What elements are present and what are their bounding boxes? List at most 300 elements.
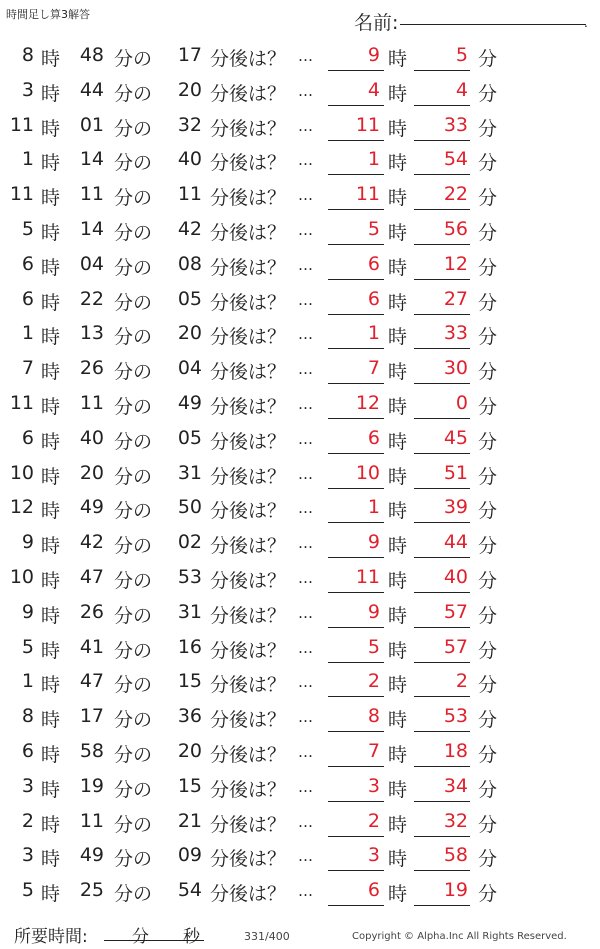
start-hour: 6 — [21, 739, 34, 762]
answer-hour-underline — [328, 801, 384, 802]
answer-minute-underline — [414, 314, 470, 315]
start-hour: 1 — [21, 322, 34, 345]
start-minute: 26 — [79, 600, 104, 623]
problem-row — [0, 422, 600, 457]
start-hour: 8 — [21, 44, 34, 66]
hour-label: 時 — [41, 674, 61, 697]
answer-hour-underline — [328, 488, 384, 489]
ellipsis: … — [298, 151, 313, 170]
answer-hour-underline — [328, 905, 384, 906]
added-minutes: 16 — [177, 635, 202, 658]
answer-minute: 56 — [443, 217, 468, 240]
time-required-label: 所要時間: — [14, 927, 88, 947]
problem-row — [0, 735, 600, 770]
answer-minute-label: 分 — [478, 187, 498, 210]
answer-hour-label: 時 — [388, 82, 408, 105]
answer-minute: 32 — [443, 809, 468, 832]
added-minutes: 17 — [177, 44, 202, 66]
minute-of-label: 分の — [114, 361, 153, 384]
answer-hour: 11 — [355, 113, 380, 136]
problem-row — [0, 665, 600, 700]
added-minutes: 31 — [177, 461, 202, 484]
answer-minute-label: 分 — [478, 743, 498, 766]
added-minutes: 02 — [177, 531, 202, 554]
answer-minute-underline — [414, 731, 470, 732]
ellipsis: … — [298, 673, 313, 692]
answer-minute-underline — [414, 905, 470, 906]
minutes-after-label: 分後は？ — [210, 743, 287, 766]
start-hour: 5 — [21, 217, 34, 240]
start-minute: 49 — [79, 496, 104, 519]
answer-hour-underline — [328, 662, 384, 663]
problem-row — [0, 248, 600, 283]
answer-minute-label: 分 — [478, 883, 498, 906]
hour-label: 時 — [41, 465, 61, 488]
answer-minute: 33 — [443, 113, 468, 136]
ellipsis: … — [298, 255, 313, 274]
answer-minute-label: 分 — [478, 291, 498, 314]
answer-hour-label: 時 — [388, 187, 408, 210]
answer-hour-label: 時 — [388, 430, 408, 453]
start-minute: 11 — [79, 183, 104, 206]
answer-minute-label: 分 — [478, 709, 498, 732]
hour-label: 時 — [41, 48, 61, 70]
answer-hour-label: 時 — [388, 291, 408, 314]
answer-minute-underline — [414, 662, 470, 663]
minute-of-label: 分の — [114, 48, 153, 70]
ellipsis: … — [298, 777, 313, 796]
problem-row — [0, 39, 600, 74]
ellipsis: … — [298, 847, 313, 866]
start-hour: 9 — [21, 600, 34, 623]
hour-label: 時 — [41, 326, 61, 349]
hour-label: 時 — [41, 430, 61, 453]
hour-label: 時 — [41, 778, 61, 801]
answer-minute-underline — [414, 557, 470, 558]
minutes-after-label: 分後は？ — [210, 709, 287, 732]
added-minutes: 20 — [177, 78, 202, 101]
answer-hour-label: 時 — [388, 883, 408, 906]
answer-hour-underline — [328, 696, 384, 697]
hour-label: 時 — [41, 256, 61, 279]
answer-hour-underline — [328, 209, 384, 210]
hour-label: 時 — [41, 117, 61, 140]
added-minutes: 32 — [177, 113, 202, 136]
answer-minute: 45 — [443, 426, 468, 449]
answer-hour: 2 — [367, 670, 380, 693]
answer-minute-underline — [414, 488, 470, 489]
minutes-after-label: 分後は？ — [210, 291, 287, 314]
hour-label: 時 — [41, 883, 61, 906]
answer-minute-label: 分 — [478, 674, 498, 697]
start-hour: 6 — [21, 426, 34, 449]
added-minutes: 08 — [177, 252, 202, 275]
answer-hour-label: 時 — [388, 674, 408, 697]
problem-row — [0, 178, 600, 213]
answer-minute-label: 分 — [478, 361, 498, 384]
answer-minute: 34 — [443, 774, 468, 797]
ellipsis: … — [298, 290, 313, 309]
start-minute: 44 — [79, 78, 104, 101]
problem-row — [0, 805, 600, 840]
added-minutes: 04 — [177, 357, 202, 380]
added-minutes: 53 — [177, 565, 202, 588]
answer-minute: 44 — [443, 531, 468, 554]
start-hour: 3 — [21, 844, 34, 867]
added-minutes: 42 — [177, 217, 202, 240]
answer-hour: 7 — [367, 739, 380, 762]
added-minutes: 05 — [177, 426, 202, 449]
added-minutes: 49 — [177, 391, 202, 414]
ellipsis: … — [298, 47, 313, 65]
ellipsis: … — [298, 882, 313, 901]
answer-hour-label: 時 — [388, 639, 408, 662]
answer-minute-underline — [414, 766, 470, 767]
ellipsis: … — [298, 394, 313, 413]
minutes-after-label: 分後は？ — [210, 639, 287, 662]
problem-row — [0, 387, 600, 422]
ellipsis: … — [298, 603, 313, 622]
hour-label: 時 — [41, 500, 61, 523]
answer-minute: 5 — [455, 44, 468, 66]
answer-hour: 12 — [355, 391, 380, 414]
start-minute: 17 — [79, 705, 104, 728]
answer-hour: 9 — [367, 600, 380, 623]
start-hour: 3 — [21, 774, 34, 797]
minutes-after-label: 分後は？ — [210, 361, 287, 384]
ellipsis: … — [298, 534, 313, 553]
problem-row — [0, 74, 600, 109]
ellipsis: … — [298, 638, 313, 657]
answer-minute-label: 分 — [478, 152, 498, 175]
answer-minute: 30 — [443, 357, 468, 380]
problem-row — [0, 700, 600, 735]
answer-hour-underline — [328, 348, 384, 349]
start-minute: 47 — [79, 565, 104, 588]
hour-label: 時 — [41, 604, 61, 627]
answer-hour-label: 時 — [388, 848, 408, 871]
start-minute: 48 — [79, 44, 104, 66]
answer-minute-underline — [414, 870, 470, 871]
start-hour: 12 — [9, 496, 34, 519]
minute-of-label: 分の — [114, 500, 153, 523]
minute-of-label: 分の — [114, 604, 153, 627]
start-minute: 13 — [79, 322, 104, 345]
ellipsis: … — [298, 742, 313, 761]
answer-minute-underline — [414, 453, 470, 454]
answer-minute: 40 — [443, 565, 468, 588]
minute-of-label: 分の — [114, 430, 153, 453]
answer-minute: 0 — [455, 391, 468, 414]
ellipsis: … — [298, 116, 313, 135]
answer-minute-label: 分 — [478, 221, 498, 244]
answer-minute: 12 — [443, 252, 468, 275]
answer-minute: 4 — [455, 78, 468, 101]
name-label: 名前: — [354, 12, 399, 34]
minute-of-label: 分の — [114, 569, 153, 592]
worksheet-title: 時間足し算3解答 — [6, 8, 90, 21]
start-minute: 41 — [79, 635, 104, 658]
answer-minute-label: 分 — [478, 117, 498, 140]
answer-minute-underline — [414, 592, 470, 593]
start-hour: 9 — [21, 531, 34, 554]
answer-minute-underline — [414, 801, 470, 802]
answer-minute: 18 — [443, 739, 468, 762]
problem-row — [0, 839, 600, 874]
minute-of-label: 分の — [114, 291, 153, 314]
answer-hour: 3 — [367, 844, 380, 867]
start-hour: 10 — [9, 461, 34, 484]
hour-label: 時 — [41, 395, 61, 418]
answer-minute-underline — [414, 522, 470, 523]
ellipsis: … — [298, 325, 313, 344]
answer-hour: 11 — [355, 565, 380, 588]
answer-minute-label: 分 — [478, 500, 498, 523]
minute-of-label: 分の — [114, 187, 153, 210]
answer-minute-underline — [414, 140, 470, 141]
answer-minute-underline — [414, 836, 470, 837]
answer-minute-underline — [414, 627, 470, 628]
minutes-after-label: 分後は？ — [210, 117, 287, 140]
hour-label: 時 — [41, 152, 61, 175]
problem-row — [0, 596, 600, 631]
added-minutes: 15 — [177, 670, 202, 693]
minutes-after-label: 分後は？ — [210, 883, 287, 906]
answer-minute: 2 — [455, 670, 468, 693]
answer-hour-underline — [328, 836, 384, 837]
hour-label: 時 — [41, 743, 61, 766]
start-hour: 7 — [21, 357, 34, 380]
start-minute: 14 — [79, 148, 104, 171]
problem-row — [0, 317, 600, 352]
answer-hour-underline — [328, 557, 384, 558]
start-hour: 2 — [21, 809, 34, 832]
ellipsis: … — [298, 568, 313, 587]
answer-hour: 4 — [367, 78, 380, 101]
answer-minute-underline — [414, 279, 470, 280]
answer-hour-label: 時 — [388, 709, 408, 732]
answer-minute: 19 — [443, 879, 468, 902]
added-minutes: 40 — [177, 148, 202, 171]
answer-minute: 54 — [443, 148, 468, 171]
hour-label: 時 — [41, 361, 61, 384]
minutes-after-label: 分後は？ — [210, 500, 287, 523]
minute-of-label: 分の — [114, 535, 153, 558]
answer-hour-underline — [328, 140, 384, 141]
added-minutes: 54 — [177, 879, 202, 902]
ellipsis: … — [298, 464, 313, 483]
start-minute: 11 — [79, 391, 104, 414]
minute-of-label: 分の — [114, 709, 153, 732]
ellipsis: … — [298, 81, 313, 100]
answer-hour-label: 時 — [388, 361, 408, 384]
start-hour: 6 — [21, 252, 34, 275]
answer-hour: 7 — [367, 357, 380, 380]
problem-list — [0, 39, 600, 909]
hour-label: 時 — [41, 639, 61, 662]
hour-label: 時 — [41, 82, 61, 105]
added-minutes: 20 — [177, 739, 202, 762]
answer-hour-underline — [328, 870, 384, 871]
problem-row — [0, 491, 600, 526]
start-hour: 5 — [21, 635, 34, 658]
answer-minute-label: 分 — [478, 604, 498, 627]
answer-minute-label: 分 — [478, 778, 498, 801]
ellipsis: … — [298, 186, 313, 205]
problem-row — [0, 352, 600, 387]
added-minutes: 21 — [177, 809, 202, 832]
start-hour: 6 — [21, 287, 34, 310]
minute-of-label: 分の — [114, 465, 153, 488]
start-minute: 40 — [79, 426, 104, 449]
minutes-after-label: 分後は？ — [210, 535, 287, 558]
minute-of-label: 分の — [114, 778, 153, 801]
answer-hour-underline — [328, 453, 384, 454]
minutes-after-label: 分後は？ — [210, 569, 287, 592]
answer-hour: 5 — [367, 217, 380, 240]
answer-minute-label: 分 — [478, 326, 498, 349]
added-minutes: 50 — [177, 496, 202, 519]
start-hour: 1 — [21, 148, 34, 171]
answer-hour-underline — [328, 522, 384, 523]
answer-minute-label: 分 — [478, 848, 498, 871]
hour-label: 時 — [41, 187, 61, 210]
name-underline — [400, 24, 586, 25]
answer-minute-underline — [414, 105, 470, 106]
answer-hour: 8 — [367, 705, 380, 728]
start-minute: 49 — [79, 844, 104, 867]
problem-row — [0, 457, 600, 492]
answer-hour: 1 — [367, 322, 380, 345]
answer-hour: 6 — [367, 287, 380, 310]
page-number: 331/400 — [244, 930, 290, 943]
answer-minute-underline — [414, 348, 470, 349]
answer-minute-label: 分 — [478, 813, 498, 836]
minutes-after-label: 分後は？ — [210, 674, 287, 697]
answer-hour-label: 時 — [388, 813, 408, 836]
start-minute: 58 — [79, 739, 104, 762]
problem-row — [0, 561, 600, 596]
problem-row — [0, 283, 600, 318]
answer-minute-label: 分 — [478, 430, 498, 453]
minutes-after-label: 分後は？ — [210, 187, 287, 210]
start-hour: 5 — [21, 879, 34, 902]
minutes-after-label: 分後は？ — [210, 465, 287, 488]
answer-hour: 2 — [367, 809, 380, 832]
hour-label: 時 — [41, 709, 61, 732]
added-minutes: 20 — [177, 322, 202, 345]
answer-minute-label: 分 — [478, 395, 498, 418]
problem-row — [0, 143, 600, 178]
answer-minute-underline — [414, 696, 470, 697]
answer-hour-underline — [328, 105, 384, 106]
problem-row — [0, 213, 600, 248]
minute-of-label: 分の — [114, 395, 153, 418]
ellipsis: … — [298, 220, 313, 239]
added-minutes: 05 — [177, 287, 202, 310]
minute-of-label: 分の — [114, 256, 153, 279]
answer-minute: 33 — [443, 322, 468, 345]
time-second-label: 秒 — [183, 927, 200, 947]
answer-minute: 57 — [443, 635, 468, 658]
problem-row — [0, 631, 600, 666]
hour-label: 時 — [41, 291, 61, 314]
hour-label: 時 — [41, 848, 61, 871]
answer-hour-label: 時 — [388, 48, 408, 70]
minutes-after-label: 分後は？ — [210, 848, 287, 871]
answer-hour: 6 — [367, 426, 380, 449]
answer-hour-label: 時 — [388, 256, 408, 279]
ellipsis: … — [298, 708, 313, 727]
added-minutes: 15 — [177, 774, 202, 797]
minutes-after-label: 分後は？ — [210, 48, 287, 70]
answer-hour-label: 時 — [388, 569, 408, 592]
answer-hour-underline — [328, 418, 384, 419]
answer-hour: 1 — [367, 496, 380, 519]
answer-minute: 27 — [443, 287, 468, 310]
start-minute: 25 — [79, 879, 104, 902]
answer-minute-underline — [414, 209, 470, 210]
start-hour: 11 — [9, 183, 34, 206]
added-minutes: 31 — [177, 600, 202, 623]
start-minute: 26 — [79, 357, 104, 380]
start-hour: 10 — [9, 565, 34, 588]
problem-row — [0, 874, 600, 909]
answer-minute-label: 分 — [478, 48, 498, 70]
answer-hour-underline — [328, 766, 384, 767]
answer-hour-underline — [328, 174, 384, 175]
answer-hour-label: 時 — [388, 604, 408, 627]
minute-of-label: 分の — [114, 326, 153, 349]
start-hour: 11 — [9, 391, 34, 414]
answer-minute: 22 — [443, 183, 468, 206]
answer-minute: 57 — [443, 600, 468, 623]
answer-hour-label: 時 — [388, 221, 408, 244]
start-minute: 22 — [79, 287, 104, 310]
hour-label: 時 — [41, 221, 61, 244]
answer-minute-label: 分 — [478, 256, 498, 279]
answer-minute: 39 — [443, 496, 468, 519]
answer-hour-underline — [328, 627, 384, 628]
added-minutes: 09 — [177, 844, 202, 867]
hour-label: 時 — [41, 569, 61, 592]
answer-hour-underline — [328, 383, 384, 384]
answer-hour-label: 時 — [388, 500, 408, 523]
start-minute: 42 — [79, 531, 104, 554]
answer-hour: 5 — [367, 635, 380, 658]
time-minute-label: 分 — [132, 927, 149, 947]
answer-hour-label: 時 — [388, 778, 408, 801]
ellipsis: … — [298, 360, 313, 379]
minutes-after-label: 分後は？ — [210, 778, 287, 801]
answer-hour-label: 時 — [388, 743, 408, 766]
answer-minute-underline — [414, 244, 470, 245]
problem-row — [0, 109, 600, 144]
answer-hour: 10 — [355, 461, 380, 484]
answer-minute-label: 分 — [478, 465, 498, 488]
answer-minute-underline — [414, 174, 470, 175]
start-hour: 1 — [21, 670, 34, 693]
answer-hour-label: 時 — [388, 326, 408, 349]
ellipsis: … — [298, 812, 313, 831]
hour-label: 時 — [41, 535, 61, 558]
ellipsis: … — [298, 429, 313, 448]
answer-hour-underline — [328, 70, 384, 71]
start-minute: 19 — [79, 774, 104, 797]
ellipsis: … — [298, 499, 313, 518]
answer-hour: 6 — [367, 879, 380, 902]
answer-minute: 58 — [443, 844, 468, 867]
